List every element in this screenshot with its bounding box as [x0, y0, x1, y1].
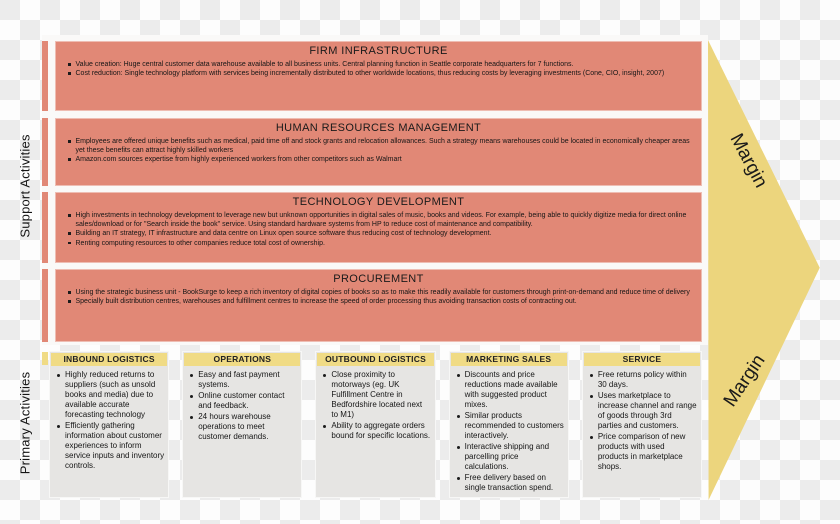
support-row-title: PROCUREMENT: [333, 273, 424, 285]
bullet-marker-icon: [190, 374, 193, 377]
card-title: INBOUND LOGISTICS: [51, 353, 167, 366]
primary-activities-label: Primary Activities: [17, 371, 33, 475]
bullet-text: Uses marketplace to increase channel and range of goods through 3rd parties and customers.: [597, 391, 697, 430]
card-title: OPERATIONS: [184, 353, 300, 366]
bullet-marker-icon: [457, 374, 460, 377]
card-title: MARKETING SALES: [451, 353, 567, 366]
bullet-marker-icon: [457, 446, 460, 449]
bullet-marker-icon: [68, 63, 71, 66]
bullet-text: Amazon.com sources expertise from highly experienced workers from other competitors such as Walmart: [75, 156, 402, 164]
card-body: [50, 366, 168, 472]
bullet-marker-icon: [590, 436, 593, 439]
bullet-marker-icon: [68, 72, 71, 75]
bullet-text: Easy and fast payment systems.: [198, 370, 280, 389]
support-row: [55, 41, 702, 111]
bullet-item: [68, 229, 691, 238]
bullet-item: [457, 442, 564, 472]
bullet-item: [457, 473, 564, 493]
bullet-item: [68, 211, 691, 229]
bullet-marker-icon: [68, 291, 71, 294]
margin-label-top: Margin: [725, 130, 772, 192]
bullet-marker-icon: [457, 415, 460, 418]
support-row: [55, 192, 702, 263]
support-row: [55, 269, 702, 342]
primary-activity-card: [315, 351, 435, 498]
support-row-bullets: [68, 60, 691, 78]
card-body: [583, 366, 701, 473]
bullet-marker-icon: [68, 214, 71, 217]
bullet-text: Employees are offered unique benefits such as medical, paid time off and stock grants and relocation allowances. Such a strategy means warehouses could be located in economically cheaper areas yet these benefits can attract highly skilled workers: [75, 138, 690, 155]
bullet-marker-icon: [57, 374, 60, 377]
support-row-bullets: [68, 211, 691, 248]
bullet-text: Close proximity to motorways (eg. UK Fulfillment Centre in Bedfordshire located next to M1): [331, 370, 423, 419]
card-header-bleed: [42, 352, 48, 365]
primary-activity-card: [582, 351, 702, 498]
bullet-marker-icon: [457, 477, 460, 480]
bullet-marker-icon: [323, 374, 326, 377]
bullet-marker-icon: [590, 374, 593, 377]
bullet-item: [68, 288, 691, 297]
bullet-item: [68, 155, 691, 164]
bullet-marker-icon: [68, 300, 71, 303]
bullet-item: [590, 432, 697, 472]
primary-activity-card: [182, 351, 302, 498]
bullet-text: Efficiently gathering information about customer experiences to inform service inputs and inventory controls.: [65, 421, 165, 470]
bullet-item: [323, 370, 430, 420]
bullet-text: Similar products recommended to customers interactively.: [464, 411, 564, 440]
bullet-item: [57, 370, 164, 420]
support-row-title: HUMAN RESOURCES MANAGEMENT: [275, 122, 482, 134]
support-row-title: FIRM INFRASTRUCTURE: [309, 45, 448, 57]
bullet-text: Highly reduced returns to suppliers (such as unsold books and media) due to available accurate forecasting technology: [65, 370, 156, 419]
support-activities-label: Support Activities: [17, 134, 33, 238]
card-title: OUTBOUND LOGISTICS: [317, 353, 433, 366]
bullet-item: [590, 370, 697, 390]
bullet-text: High investments in technology development to leverage new but unknown opportunities in digital sales of music, books and videos. For example, being able to quickly digitize media for direct online sales/download or for "Search inside the book" service. Using standard hardware systems from HP to reduce cost of maintenance and compatibility.: [75, 212, 687, 229]
bullet-marker-icon: [68, 140, 71, 143]
bullet-text: Using the strategic business unit - BookSurge to keep a rich inventory of digital copies of books so as to make this readily available for customers through print-on-demand and reduce time of delivery: [75, 289, 690, 296]
bullet-text: Discounts and price reductions made available with suggested product mixes.: [464, 370, 558, 409]
bullet-marker-icon: [68, 232, 71, 235]
bullet-text: Online customer contact and feedback.: [198, 391, 285, 410]
card-body: [450, 366, 568, 494]
support-row-bullets: [68, 288, 691, 306]
bullet-text: Building an IT strategy, IT infrastructure and data centre on Linux open source software thus reducing cost of technology development.: [75, 230, 492, 238]
bullet-marker-icon: [68, 158, 71, 161]
support-row-bullets: [68, 137, 691, 165]
bullet-text: 24 hours warehouse operations to meet customer demands.: [198, 412, 271, 441]
margin-label-bottom: Margin: [719, 350, 770, 411]
bullet-item: [190, 391, 297, 411]
bullet-text: Value creation: Huge central customer data warehouse available to all business units. Central planning function in Seattle corporate headquarters for 7 functions.: [75, 61, 574, 68]
bullet-marker-icon: [190, 395, 193, 398]
support-row-bleed: [42, 41, 48, 111]
bullet-item: [68, 239, 691, 248]
bullet-item: [190, 412, 297, 442]
bullet-text: Cost reduction: Single technology platform with services being incrementally distributed to other worldwide locations, thus reducing costs by leveraging investments (Cone, CIO, insight, 2007): [75, 70, 665, 78]
primary-activity-columns: [49, 351, 702, 498]
bullet-text: Price comparison of new products with used products in marketplace shops.: [597, 432, 686, 471]
bullet-marker-icon: [68, 242, 71, 245]
bullet-item: [323, 421, 430, 441]
primary-activity-card: [49, 351, 169, 498]
bullet-marker-icon: [590, 395, 593, 398]
support-row-title: TECHNOLOGY DEVELOPMENT: [292, 196, 465, 208]
bullet-text: Ability to aggregate orders bound for specific locations.: [331, 421, 431, 440]
bullet-item: [68, 60, 691, 69]
primary-activity-card: [449, 351, 569, 498]
bullet-marker-icon: [323, 425, 326, 428]
bullet-item: [57, 421, 164, 471]
bullet-item: [590, 391, 697, 431]
bullet-text: Specially built distribution centres, warehouses and fulfillment centres to increase the speed of order processing thus avoiding transaction costs of contracting out.: [75, 298, 577, 306]
bullet-item: [68, 69, 691, 78]
card-body: [183, 366, 301, 443]
bullet-text: Interactive shipping and parcelling price calculations.: [464, 442, 550, 471]
bullet-item: [68, 297, 691, 306]
margin-arrow: [708, 40, 822, 500]
support-row-bleed: [42, 192, 48, 263]
card-body: [316, 366, 434, 442]
bullet-marker-icon: [190, 416, 193, 419]
bullet-item: [457, 411, 564, 441]
bullet-text: Free returns policy within 30 days.: [597, 370, 687, 389]
bullet-text: Renting computing resources to other companies reduce total cost of ownership.: [75, 239, 325, 247]
bullet-marker-icon: [57, 425, 60, 428]
support-row-bleed: [42, 118, 48, 186]
support-row: [55, 118, 702, 186]
support-row-bleed: [42, 269, 48, 342]
bullet-item: [457, 370, 564, 410]
bullet-item: [190, 370, 297, 390]
bullet-item: [68, 137, 691, 155]
card-title: SERVICE: [584, 353, 700, 366]
bullet-text: Free delivery based on single transaction spend.: [464, 473, 554, 492]
